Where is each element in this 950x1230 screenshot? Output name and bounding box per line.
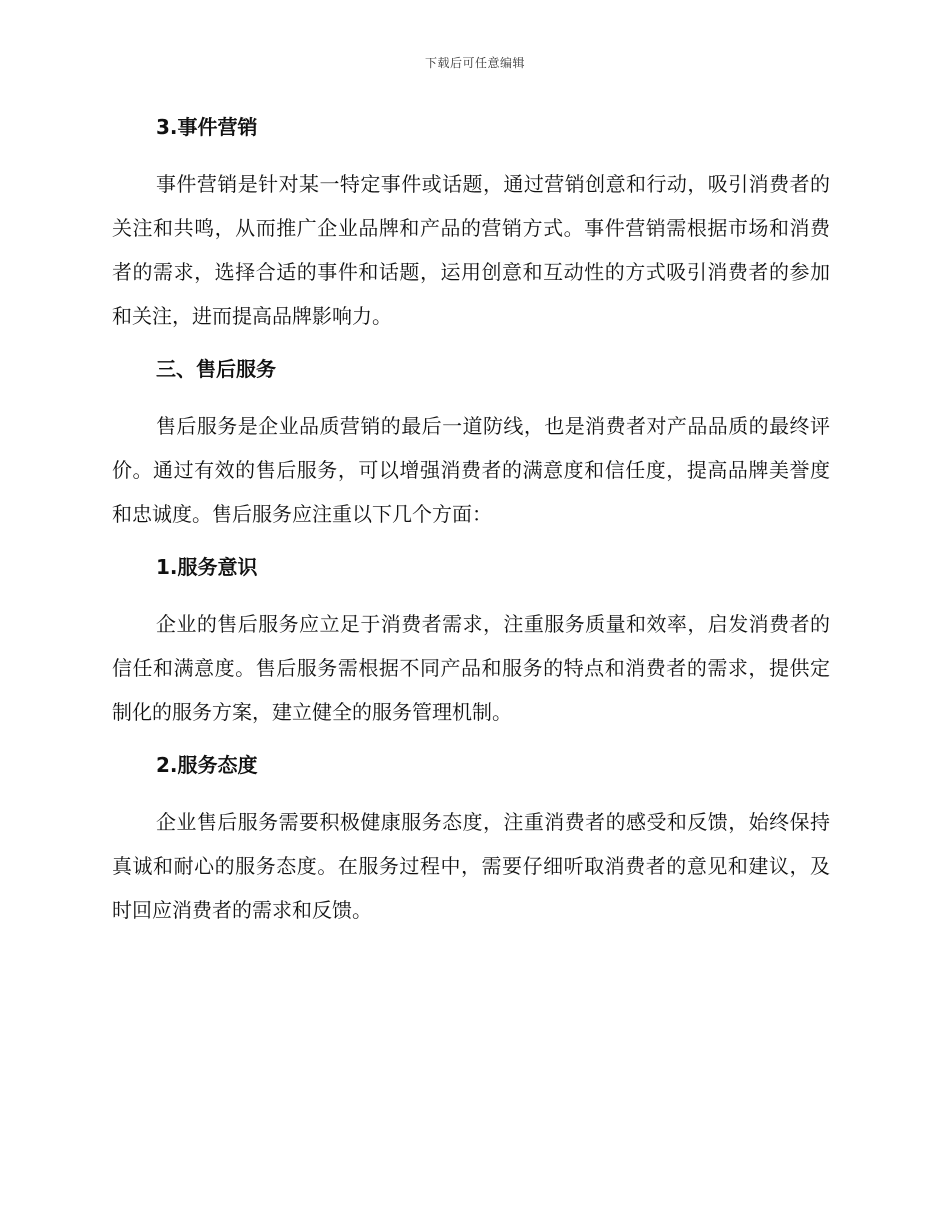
paragraph-service-attitude: 企业售后服务需要积极健康服务态度，注重消费者的感受和反馈，始终保持真诚和耐心的服务态度。在服务过程中，需要仔细听取消费者的意见和建议，及时回应消费者的需求和反馈。 (112, 810, 830, 922)
document-body (112, 110, 830, 946)
paragraph-after-sales-service: 售后服务是企业品质营销的最后一道防线，也是消费者对产品品质的最终评价。通过有效的售后服务，可以增强消费者的满意度和信任度，提高品牌美誉度和忠诚度。售后服务应注重以下几个方面： (112, 414, 830, 526)
page-header: 下载后可任意编辑 (424, 56, 525, 70)
section-heading-event-marketing: 3.事件营销 (156, 115, 258, 139)
paragraph-event-marketing: 事件营销是针对某一特定事件或话题，通过营销创意和行动，吸引消费者的关注和共鸣，从而推广企业品牌和产品的营销方式。事件营销需根据市场和消费者的需求，选择合适的事件和话题，运用创意和互动性的方式吸引消费者的参加和关注，进而提高品牌影响力。 (112, 172, 830, 328)
paragraph-service-awareness: 企业的售后服务应立足于消费者需求，注重服务质量和效率，启发消费者的信任和满意度。售后服务需根据不同产品和服务的特点和消费者的需求，提供定制化的服务方案，建立健全的服务管理机制。 (112, 612, 830, 724)
section-heading-service-awareness: 1.服务意识 (156, 555, 258, 579)
section-heading-after-sales-service: 三、售后服务 (156, 357, 276, 381)
section-heading-service-attitude: 2.服务态度 (156, 753, 258, 777)
